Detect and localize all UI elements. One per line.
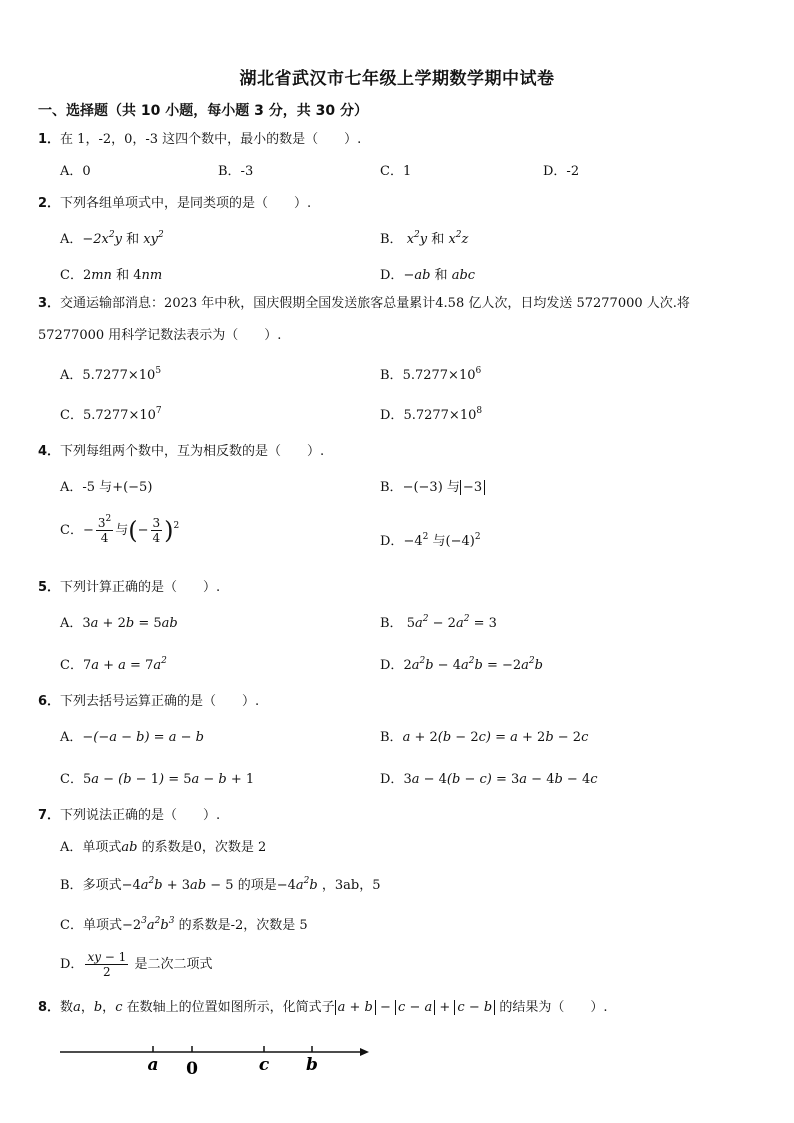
question-stem: 下列各组单项式中，是同类项的是（ ）. — [60, 196, 312, 211]
question-5: 5．下列计算正确的是（ ）. — [38, 580, 221, 595]
q2-option-c: C．2mn 和 4nm — [60, 268, 163, 283]
q1-option-b: B．-3 — [218, 164, 254, 179]
question-3: 3．交通运输部消息：2023 年中秋，国庆假期全国发送旅客总量累计4.58 亿人次，日均发送 57277000 人次.将 57277000 用科学记数法表示为（ ）. — [38, 296, 690, 343]
q5-option-a: A．3a + 2b = 5ab — [60, 616, 178, 631]
q4-option-d: D．$-4^2$ 与$(-4)^2$ — [380, 532, 481, 549]
tick-label-c: c — [258, 1055, 270, 1075]
q3-option-b: B．$5.7277\times 10^6$ — [380, 366, 482, 383]
q6-option-c: C．5a − (b − 1) = 5a − b + 1 — [60, 772, 255, 787]
q1-option-a: A．0 — [60, 164, 91, 179]
q4-option-b: B．−(−3) 与 −3 — [380, 476, 485, 495]
question-number: 1． — [38, 132, 61, 147]
q5-option-d: D．$2a^2b - 4a^2b = -2a^2b$ — [380, 656, 543, 673]
question-2 — [38, 192, 311, 211]
q3-option-c: C．$5.7277\times 10^7$ — [60, 406, 162, 423]
q6-option-b: B．a + 2(b − 2c) = a + 2b − 2c — [380, 730, 589, 745]
q3-option-a: A．$5.7277\times 10^5$ — [60, 366, 162, 383]
q1-option-c: C．1 — [380, 164, 412, 179]
q6-option-d: D．3a − 4(b − c) = 3a − 4b − 4c — [380, 772, 598, 787]
number-line-arrow — [360, 1048, 369, 1056]
q2-option-d: D．−ab 和 abc — [380, 268, 476, 283]
q4-option-c: C．− $\frac{3^2}{4}$ 与(− $\frac{3}{4}$ )$^2$ — [60, 514, 180, 545]
q5-option-c: C．$7a + a = 7a^2$ — [60, 656, 167, 673]
q7-option-b: B．多项式$-4a^2b + 3ab - 5$ 的项是$-4a^2b$ ，3ab，5 — [60, 876, 381, 893]
q6-option-a: A．−(−a − b) = a − b — [60, 730, 204, 745]
page-title: 湖北省武汉市七年级上学期数学期中试卷 — [239, 69, 555, 89]
q2-option-b: B． $x^2y$ 和 $x^2z$ — [380, 230, 469, 247]
q2-option-a: A．$-2x^2y$ 和 $xy^2$ — [60, 230, 164, 247]
q7-option-a: A．单项式ab 的系数是0，次数是 2 — [60, 840, 267, 855]
q5-option-b: B． $5a^2 - 2a^2 = 3$ — [380, 614, 497, 631]
question-7: 7．下列说法正确的是（ ）. — [38, 808, 221, 823]
section-heading: 一、选择题（共 10 小题，每小题 3 分，共 30 分） — [38, 103, 368, 119]
question-number: 2． — [38, 196, 61, 211]
q4-option-a: A．-5 与+(−5) — [60, 480, 153, 495]
question-4: 4．下列每组两个数中，互为相反数的是（ ）. — [38, 444, 325, 459]
number-line — [60, 1040, 380, 1080]
tick-label-a: a — [147, 1055, 159, 1075]
q7-option-c: C．单项式$-2^3a^2b^3$ 的系数是-2，次数是 5 — [60, 916, 308, 933]
question-stem: 在 1，-2，0，-3 这四个数中，最小的数是（ ）. — [60, 132, 362, 147]
q3-option-d: D．$5.7277\times 10^8$ — [380, 406, 483, 423]
q1-option-d: D．-2 — [543, 164, 580, 179]
question-1 — [38, 128, 361, 147]
question-8: 8．数a，b，c 在数轴上的位置如图所示，化简式子 a + b − c − a + c − b 的结果为（ ）. — [38, 1000, 608, 1015]
tick-label-zero: 0 — [186, 1059, 198, 1079]
question-6: 6．下列去括号运算正确的是（ ）. — [38, 694, 260, 709]
q7-option-d: D． $\frac{xy - 1}{2}$ 是二次二项式 — [60, 950, 213, 979]
tick-label-b: b — [306, 1055, 318, 1075]
